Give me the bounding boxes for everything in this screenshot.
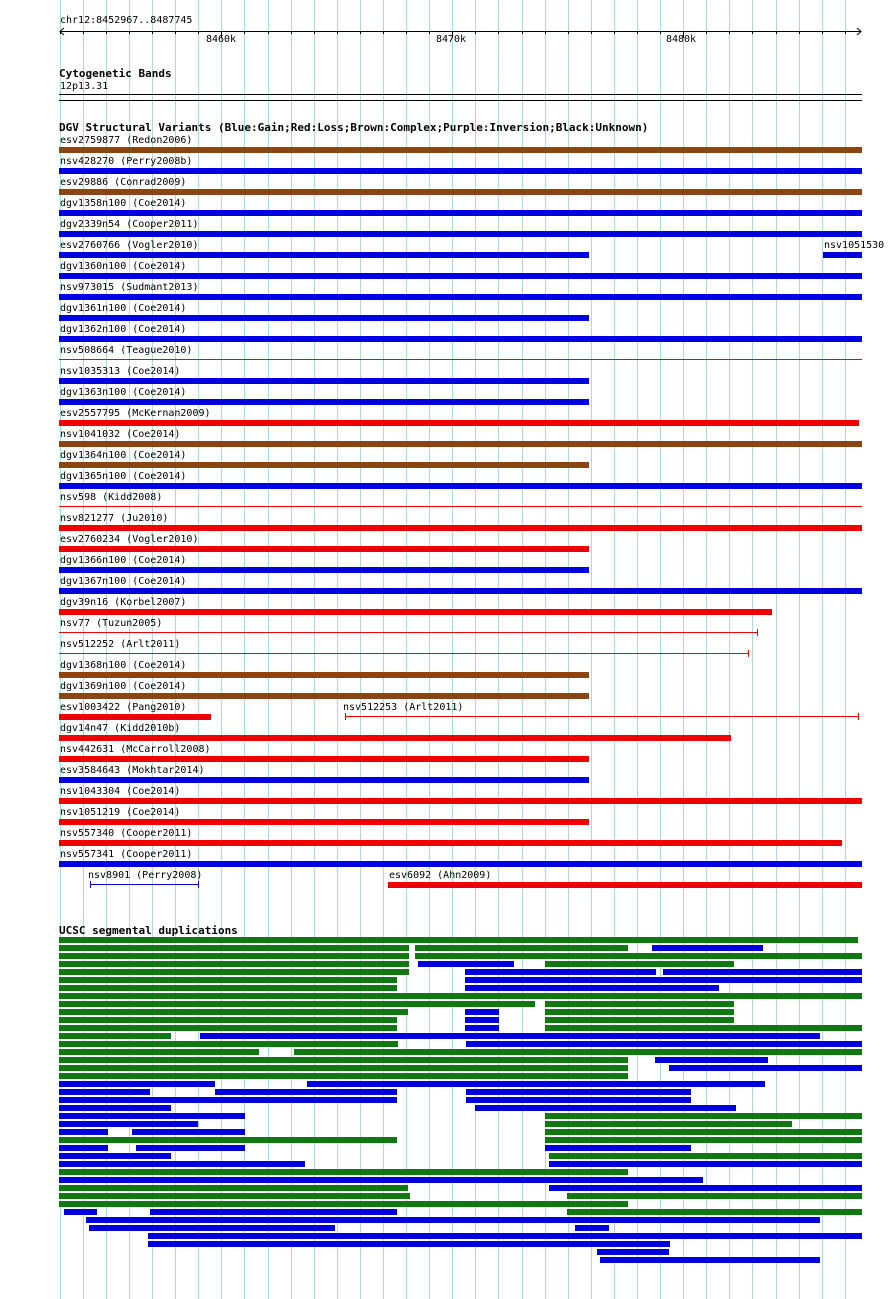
ruler-tick-label: 8470k xyxy=(435,34,467,45)
dgv-feature-bar[interactable] xyxy=(59,840,842,846)
segdup-feature-bar[interactable] xyxy=(59,1137,397,1143)
segdup-feature-bar[interactable] xyxy=(575,1225,609,1231)
segdup-feature-bar[interactable] xyxy=(59,1153,171,1159)
dgv-feature-label[interactable]: esv6092 (Ahn2009) xyxy=(389,870,492,881)
segdup-feature-bar[interactable] xyxy=(567,1193,862,1199)
segdup-feature-bar[interactable] xyxy=(415,945,628,951)
segdup-feature-bar[interactable] xyxy=(59,1201,628,1207)
dgv-feature-bar[interactable] xyxy=(59,189,862,195)
dgv-feature-label[interactable]: esv3584643 (Mokhtar2014) xyxy=(60,765,205,776)
dgv-feature-bar[interactable] xyxy=(59,819,589,825)
dgv-feature-end-cap[interactable] xyxy=(748,650,749,657)
dgv-feature-label[interactable]: dgv1366n100 (Coe2014) xyxy=(60,555,187,566)
segdup-feature-bar[interactable] xyxy=(545,1017,734,1023)
segdup-feature-bar[interactable] xyxy=(59,1041,398,1047)
dgv-feature-label[interactable]: nsv1051530 xyxy=(824,240,885,251)
dgv-feature-label[interactable]: dgv1358n100 (Coe2014) xyxy=(60,198,187,209)
segdup-feature-bar[interactable] xyxy=(150,1209,397,1215)
dgv-feature-label[interactable]: dgv1364n100 (Coe2014) xyxy=(60,450,187,461)
segdup-feature-bar[interactable] xyxy=(59,1169,628,1175)
dgv-feature-bar[interactable] xyxy=(823,252,862,258)
dgv-feature-bar[interactable] xyxy=(59,231,862,237)
ruler-tick-label: 8480k xyxy=(665,34,697,45)
dgv-feature-label[interactable]: dgv1368n100 (Coe2014) xyxy=(60,660,187,671)
segdup-feature-bar[interactable] xyxy=(59,1097,397,1103)
cytoband-band-top-line xyxy=(59,94,862,95)
segdup-feature-bar[interactable] xyxy=(148,1233,862,1239)
dgv-feature-bar[interactable] xyxy=(59,798,862,804)
segdup-feature-bar[interactable] xyxy=(415,953,862,959)
dgv-feature-label[interactable]: dgv1369n100 (Coe2014) xyxy=(60,681,187,692)
segdup-feature-bar[interactable] xyxy=(59,1113,245,1119)
segdup-feature-bar[interactable] xyxy=(215,1089,397,1095)
segdup-feature-bar[interactable] xyxy=(59,1129,108,1135)
segdup-feature-bar[interactable] xyxy=(545,1145,691,1151)
dgv-feature-bar[interactable] xyxy=(59,777,589,783)
segdup-feature-bar[interactable] xyxy=(59,1121,198,1127)
dgv-feature-label[interactable]: nsv428270 (Perry2008b) xyxy=(60,156,193,167)
dgv-feature-bar[interactable] xyxy=(59,693,589,699)
dgv-feature-bar[interactable] xyxy=(59,546,589,552)
segdup-feature-bar[interactable] xyxy=(136,1145,245,1151)
ruler-tick-label: 8460k xyxy=(205,34,237,45)
segdup-feature-bar[interactable] xyxy=(597,1249,669,1255)
segdup-feature-bar[interactable] xyxy=(59,985,397,991)
segdup-feature-bar[interactable] xyxy=(59,1177,703,1183)
segdup-feature-bar[interactable] xyxy=(466,1041,862,1047)
segdup-feature-bar[interactable] xyxy=(59,1193,410,1199)
dgv-feature-bar[interactable] xyxy=(59,525,862,531)
segdup-feature-bar[interactable] xyxy=(600,1257,820,1263)
dgv-feature-line[interactable] xyxy=(59,359,862,360)
dgv-feature-label[interactable]: dgv1365n100 (Coe2014) xyxy=(60,471,187,482)
segdup-feature-bar[interactable] xyxy=(59,1009,408,1015)
dgv-feature-label[interactable]: esv2760766 (Vogler2010) xyxy=(60,240,199,251)
segdup-feature-bar[interactable] xyxy=(132,1129,245,1135)
dgv-feature-bar[interactable] xyxy=(59,420,859,426)
segdup-feature-bar[interactable] xyxy=(59,1145,108,1151)
dgv-feature-bar[interactable] xyxy=(59,252,589,258)
segdup-feature-bar[interactable] xyxy=(307,1081,765,1087)
dgv-feature-end-cap[interactable] xyxy=(198,881,199,888)
dgv-feature-end-cap[interactable] xyxy=(345,713,346,720)
segdup-feature-bar[interactable] xyxy=(59,1033,171,1039)
dgv-feature-label[interactable]: esv2557795 (McKernan2009) xyxy=(60,408,211,419)
dgv-feature-label[interactable]: nsv1041032 (Coe2014) xyxy=(60,429,181,440)
dgv-feature-bar[interactable] xyxy=(59,735,731,741)
dgv-feature-line[interactable] xyxy=(59,506,862,507)
dgv-feature-bar[interactable] xyxy=(59,714,211,720)
dgv-feature-bar[interactable] xyxy=(59,861,862,867)
segdup-feature-bar[interactable] xyxy=(86,1217,150,1223)
segdup-feature-bar[interactable] xyxy=(150,1217,820,1223)
segdup-feature-bar[interactable] xyxy=(663,969,862,975)
dgv-feature-bar[interactable] xyxy=(59,756,589,762)
segdup-feature-bar[interactable] xyxy=(465,969,656,975)
dgv-feature-label[interactable]: esv2759877 (Redon2006) xyxy=(60,135,193,146)
dgv-feature-bar[interactable] xyxy=(59,441,862,447)
segdup-feature-bar[interactable] xyxy=(59,1161,305,1167)
dgv-feature-bar[interactable] xyxy=(59,210,862,216)
segdup-feature-bar[interactable] xyxy=(652,945,763,951)
segdup-feature-bar[interactable] xyxy=(59,1065,628,1071)
segdup-feature-bar[interactable] xyxy=(59,1089,150,1095)
dgv-feature-bar[interactable] xyxy=(59,336,862,342)
segdup-feature-bar[interactable] xyxy=(59,1049,259,1055)
segdup-feature-bar[interactable] xyxy=(545,1113,862,1119)
segdup-feature-bar[interactable] xyxy=(59,945,409,951)
dgv-feature-label[interactable]: dgv39n16 (Korbel2007) xyxy=(60,597,187,608)
segdup-feature-bar[interactable] xyxy=(200,1033,820,1039)
dgv-feature-line[interactable] xyxy=(59,632,757,633)
dgv-feature-bar[interactable] xyxy=(59,315,589,321)
dgv-feature-label[interactable]: dgv1363n100 (Coe2014) xyxy=(60,387,187,398)
cytoband-label[interactable]: 12p13.31 xyxy=(60,81,109,92)
segdup-feature-bar[interactable] xyxy=(64,1209,97,1215)
segdup-feature-bar[interactable] xyxy=(59,1185,408,1191)
segdup-feature-bar[interactable] xyxy=(59,1017,397,1023)
dgv-feature-label[interactable]: nsv598 (Kidd2008) xyxy=(60,492,163,503)
ruler-position-label: chr12:8452967..8487745 xyxy=(60,15,193,26)
dgv-feature-bar[interactable] xyxy=(59,399,589,405)
segdup-feature-bar[interactable] xyxy=(59,1057,628,1063)
segdup-feature-bar[interactable] xyxy=(465,1017,499,1023)
dgv-feature-end-cap[interactable] xyxy=(90,881,91,888)
dgv-feature-bar[interactable] xyxy=(59,588,862,594)
dgv-feature-bar[interactable] xyxy=(59,378,589,384)
dgv-feature-label[interactable]: nsv442631 (McCarroll2008) xyxy=(60,744,211,755)
segdup-feature-bar[interactable] xyxy=(59,937,858,943)
dgv-feature-end-cap[interactable] xyxy=(757,629,758,636)
dgv-feature-label[interactable]: esv2760234 (Vogler2010) xyxy=(60,534,199,545)
segdup-feature-bar[interactable] xyxy=(89,1225,335,1231)
dgv-feature-bar[interactable] xyxy=(59,168,862,174)
segdup-feature-bar[interactable] xyxy=(465,1025,499,1031)
cytoband-band-bottom-line xyxy=(59,100,862,101)
segdup-feature-bar[interactable] xyxy=(549,1161,862,1167)
segdup-feature-bar[interactable] xyxy=(59,969,409,975)
segdup-feature-bar[interactable] xyxy=(475,1105,736,1111)
segdup-feature-bar[interactable] xyxy=(545,961,734,967)
dgv-feature-label[interactable]: nsv512253 (Arlt2011) xyxy=(343,702,464,713)
dgv-feature-line[interactable] xyxy=(345,716,858,717)
dgv-feature-label[interactable]: nsv512252 (Arlt2011) xyxy=(60,639,181,650)
segdup-feature-bar[interactable] xyxy=(59,1081,215,1087)
dgv-feature-label[interactable]: esv1003422 (Pang2010) xyxy=(60,702,187,713)
segdup-feature-bar[interactable] xyxy=(669,1065,862,1071)
dgv-feature-bar[interactable] xyxy=(388,882,862,888)
dgv-feature-label[interactable]: dgv1361n100 (Coe2014) xyxy=(60,303,187,314)
segdup-feature-bar[interactable] xyxy=(545,1137,862,1143)
dgv-feature-line[interactable] xyxy=(59,653,748,654)
segdup-feature-bar[interactable] xyxy=(294,1049,862,1055)
segdup-feature-bar[interactable] xyxy=(465,1009,499,1015)
segdup-feature-bar[interactable] xyxy=(549,1153,862,1159)
dgv-feature-label[interactable]: nsv557340 (Cooper2011) xyxy=(60,828,193,839)
dgv-feature-bar[interactable] xyxy=(59,609,772,615)
dgv-feature-bar[interactable] xyxy=(59,462,589,468)
segdup-feature-bar[interactable] xyxy=(148,1241,670,1247)
segdup-feature-bar[interactable] xyxy=(549,1185,862,1191)
dgv-feature-label[interactable]: dgv14n47 (Kidd2010b) xyxy=(60,723,181,734)
dgv-feature-label[interactable]: nsv77 (Tuzun2005) xyxy=(60,618,163,629)
segdup-feature-bar[interactable] xyxy=(466,1097,691,1103)
segdup-feature-bar[interactable] xyxy=(545,1009,734,1015)
segdup-feature-bar[interactable] xyxy=(59,961,409,967)
dgv-feature-label[interactable]: dgv1360n100 (Coe2014) xyxy=(60,261,187,272)
segdup-feature-bar[interactable] xyxy=(545,1025,862,1031)
dgv-feature-label[interactable]: nsv557341 (Cooper2011) xyxy=(60,849,193,860)
dgv-feature-label[interactable]: nsv1043304 (Coe2014) xyxy=(60,786,181,797)
segdup-feature-bar[interactable] xyxy=(545,1121,792,1127)
dgv-feature-bar[interactable] xyxy=(59,273,862,279)
segdup-feature-bar[interactable] xyxy=(465,985,719,991)
dgv-feature-label[interactable]: nsv1035313 (Coe2014) xyxy=(60,366,181,377)
segdup-feature-bar[interactable] xyxy=(545,1001,734,1007)
dgv-feature-label[interactable]: dgv1362n100 (Coe2014) xyxy=(60,324,187,335)
dgv-feature-bar[interactable] xyxy=(59,567,589,573)
cytoband-track-title[interactable]: Cytogenetic Bands xyxy=(59,67,172,80)
dgv-feature-label[interactable]: esv29886 (Conrad2009) xyxy=(60,177,187,188)
segdup-feature-bar[interactable] xyxy=(59,1025,397,1031)
dgv-feature-bar[interactable] xyxy=(59,147,862,153)
segdup-feature-bar[interactable] xyxy=(59,953,409,959)
dgv-feature-bar[interactable] xyxy=(59,294,862,300)
segdup-feature-bar[interactable] xyxy=(59,993,862,999)
segdup-feature-bar[interactable] xyxy=(59,1073,628,1079)
segdup-feature-bar[interactable] xyxy=(655,1057,768,1063)
segdup-feature-bar[interactable] xyxy=(59,977,397,983)
dgv-feature-label[interactable]: nsv973015 (Sudmant2013) xyxy=(60,282,199,293)
dgv-feature-line[interactable] xyxy=(90,884,198,885)
dgv-feature-label[interactable]: dgv2339n54 (Cooper2011) xyxy=(60,219,199,230)
dgv-feature-end-cap[interactable] xyxy=(858,713,859,720)
segdup-feature-bar[interactable] xyxy=(466,1089,691,1095)
dgv-feature-label[interactable]: nsv1051219 (Coe2014) xyxy=(60,807,181,818)
segdup-feature-bar[interactable] xyxy=(465,977,862,983)
segdup-feature-bar[interactable] xyxy=(59,1001,535,1007)
dgv-feature-label[interactable]: nsv508664 (Teague2010) xyxy=(60,345,193,356)
dgv-feature-bar[interactable] xyxy=(59,483,862,489)
segdup-feature-bar[interactable] xyxy=(418,961,514,967)
dgv-feature-label[interactable]: dgv1367n100 (Coe2014) xyxy=(60,576,187,587)
dgv-feature-label[interactable]: nsv8901 (Perry2008) xyxy=(88,870,203,881)
dgv-track-title[interactable]: DGV Structural Variants (Blue:Gain;Red:Loss;Brown:Complex;Purple:Inversion;Black:Unknown) xyxy=(59,121,649,134)
segdup-track-title[interactable]: UCSC segmental duplications xyxy=(59,924,238,937)
segdup-feature-bar[interactable] xyxy=(545,1129,862,1135)
segdup-feature-bar[interactable] xyxy=(59,1105,171,1111)
dgv-feature-bar[interactable] xyxy=(59,672,589,678)
segdup-feature-bar[interactable] xyxy=(567,1209,862,1215)
dgv-feature-label[interactable]: nsv821277 (Ju2010) xyxy=(60,513,169,524)
